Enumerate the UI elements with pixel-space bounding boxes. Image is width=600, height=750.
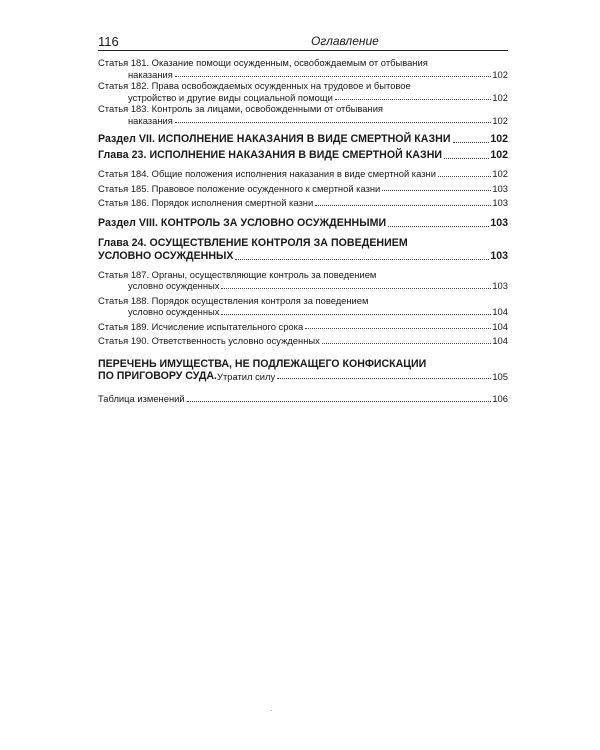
leader-dots bbox=[175, 75, 492, 77]
page-ref: 102 bbox=[492, 114, 508, 126]
toc-entry-article-185[interactable]: Статья 185. Правовое положение осужденного к смертной казни 103 bbox=[98, 182, 508, 194]
toc-entry-confiscation-list[interactable]: ПЕРЕЧЕНЬ ИМУЩЕСТВА, НЕ ПОДЛЕЖАЩЕГО КОНФИСКАЦИИ ПО ПРИГОВОРУ СУДА. Утратил силу 105 bbox=[98, 357, 508, 382]
page-number: 116 bbox=[98, 34, 119, 49]
toc-entry-article-183[interactable]: Статья 183. Контроль за лицами, освобожденными от отбывания наказания 102 bbox=[98, 103, 508, 126]
toc-entry-section-7[interactable]: Раздел VII. ИСПОЛНЕНИЕ НАКАЗАНИЯ В ВИДЕ СМЕРТНОЙ КАЗНИ 102 bbox=[98, 133, 508, 145]
leader-dots bbox=[277, 377, 491, 379]
running-title: Оглавление bbox=[311, 34, 379, 48]
toc-entry-article-186[interactable]: Статья 186. Порядок исполнения смертной казни 103 bbox=[98, 197, 508, 208]
page-ref: 104 bbox=[492, 320, 508, 332]
toc-entry-article-188[interactable]: Статья 188. Порядок осуществления контроля за поведением условно осужденных 104 bbox=[98, 294, 508, 317]
leader-dots bbox=[187, 400, 492, 402]
toc-entry-article-184[interactable]: Статья 184. Общие положения исполнения наказания в виде смертной казни 102 bbox=[98, 168, 508, 179]
book-page bbox=[98, 34, 508, 404]
toc-entry-article-190[interactable]: Статья 190. Ответственность условно осужденных 104 bbox=[98, 335, 508, 346]
leader-dots bbox=[315, 204, 491, 206]
leader-dots bbox=[235, 258, 489, 260]
toc-entry-changes-table[interactable]: Таблица изменений 106 bbox=[98, 393, 508, 404]
leader-dots bbox=[438, 175, 491, 177]
page-ref: 103 bbox=[492, 280, 508, 291]
leader-dots bbox=[444, 157, 489, 159]
toc-entry-chapter-23[interactable]: Глава 23. ИСПОЛНЕНИЕ НАКАЗАНИЯ В ВИДЕ СМЕРТНОЙ КАЗНИ 102 bbox=[98, 149, 508, 161]
page-ref: 104 bbox=[492, 306, 508, 317]
leader-dots bbox=[322, 342, 492, 344]
leader-dots bbox=[335, 98, 492, 100]
page-ref: 105 bbox=[492, 370, 508, 382]
page-ref: 103 bbox=[492, 197, 508, 208]
toc-entry-section-8[interactable]: Раздел VIII. КОНТРОЛЬ ЗА УСЛОВНО ОСУЖДЕННЫМИ 103 bbox=[98, 216, 508, 229]
toc-entry-chapter-24[interactable]: Глава 24. ОСУЩЕСТВЛЕНИЕ КОНТРОЛЯ ЗА ПОВЕДЕНИЕМ УСЛОВНО ОСУЖДЕННЫХ 103 bbox=[98, 236, 508, 262]
page-ref: 102 bbox=[492, 168, 508, 179]
leader-dots bbox=[221, 287, 491, 289]
page-ref: 102 bbox=[490, 133, 508, 145]
toc-entry-article-189[interactable]: Статья 189. Исчисление испытательного срока 104 bbox=[98, 320, 508, 332]
leader-dots bbox=[388, 225, 489, 227]
page-ref: 104 bbox=[492, 335, 508, 346]
leader-dots bbox=[453, 141, 490, 143]
page-ref: 103 bbox=[490, 249, 508, 262]
toc-entry-article-181[interactable]: Статья 181. Оказание помощи осужденным, освобождаемым от отбывания наказания 102 bbox=[98, 57, 508, 80]
leader-dots bbox=[221, 313, 491, 315]
toc-entry-article-182[interactable]: Статья 182. Права освобождаемых осужденных на трудовое и бытовое устройство и другие виды социальной помощи 102 bbox=[98, 80, 508, 103]
leader-dots bbox=[175, 121, 492, 123]
scan-speck bbox=[270, 710, 272, 711]
leader-dots bbox=[382, 189, 491, 191]
header-rule bbox=[98, 50, 508, 51]
page-ref: 102 bbox=[490, 149, 508, 161]
page-ref: 103 bbox=[492, 182, 508, 194]
table-of-contents bbox=[98, 57, 508, 405]
page-ref: 102 bbox=[492, 68, 508, 80]
page-ref: 103 bbox=[490, 216, 508, 229]
page-ref: 106 bbox=[492, 393, 508, 404]
page-ref: 102 bbox=[492, 91, 508, 103]
leader-dots bbox=[305, 327, 491, 329]
toc-entry-article-187[interactable]: Статья 187. Органы, осуществляющие контроль за поведением условно осужденных 103 bbox=[98, 268, 508, 291]
running-header bbox=[98, 34, 508, 48]
